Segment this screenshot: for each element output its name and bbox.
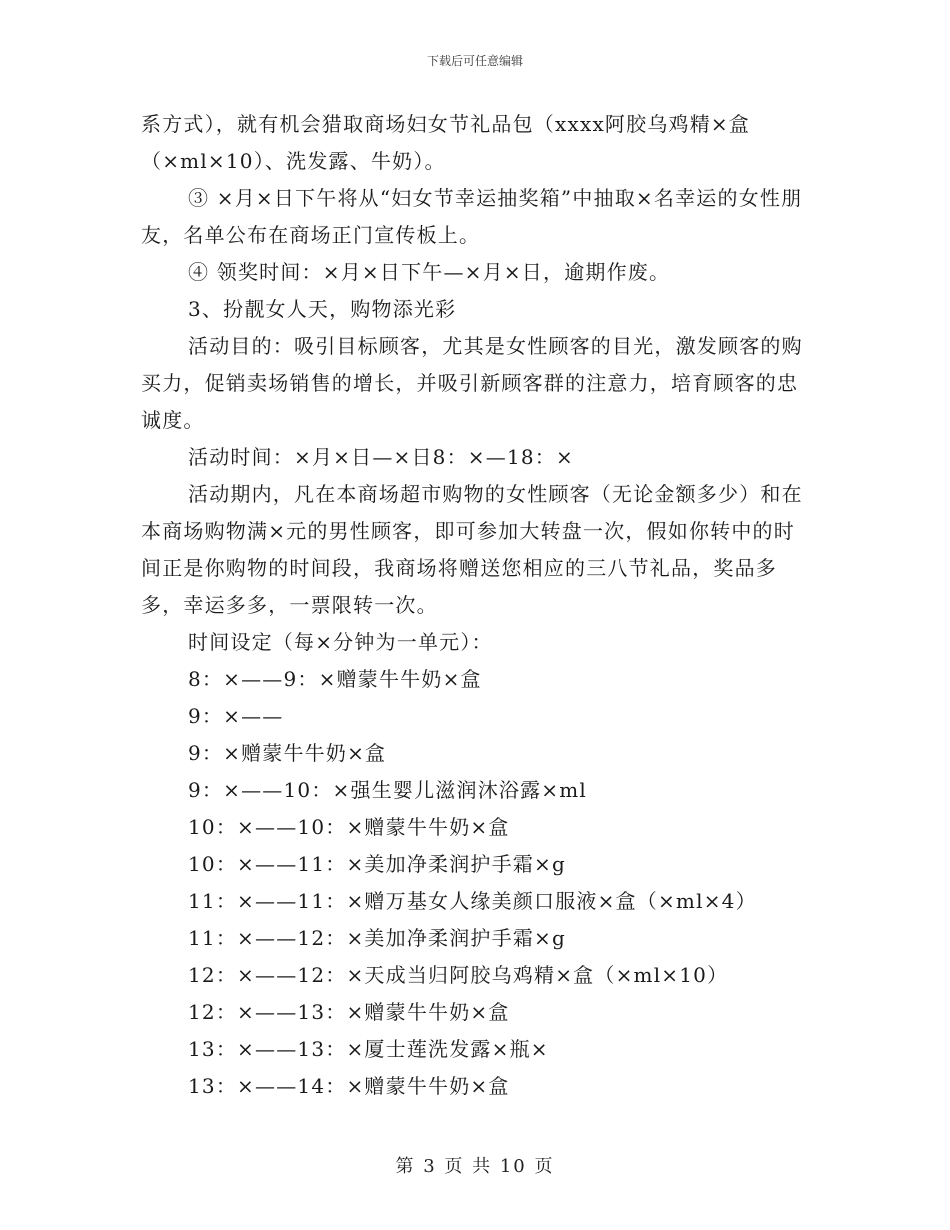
paragraph-2: ④ 领奖时间：×月×日下午—×月×日，逾期作废。 (188, 260, 671, 284)
schedule-line: 12：×——13：×赠蒙牛牛奶×盒 (188, 1000, 510, 1024)
paragraph-6: 活动期内，凡在本商场超市购物的女性顾客（无论金额多少）和在本商场购物满×元的男性顾客，即可参加大转盘一次，假如你转中的时间正是你购物的时间段，我商场将赠送您相应的三八节礼品，奖品多多，幸运多多，一票限转一次。 (141, 482, 803, 617)
schedule-line: 13：×——14：×赠蒙牛牛奶×盒 (188, 1074, 510, 1098)
paragraph-4: 活动目的：吸引目标顾客，尤其是女性顾客的目光，激发顾客的购买力，促销卖场销售的增长，并吸引新顾客群的注意力，培育顾客的忠诚度。 (141, 334, 803, 432)
schedule-line: 10：×——10：×赠蒙牛牛奶×盒 (188, 815, 510, 839)
paragraph-0: 系方式），就有机会猎取商场妇女节礼品包（xxxx阿胶乌鸡精×盒（×ml×10）、洗发露、牛奶）。 (141, 112, 751, 173)
schedule-line: 10：×——11：×美加净柔润护手霜×g (188, 852, 566, 876)
schedule-line: 9：×——10：×强生婴儿滋润沐浴露×ml (188, 778, 588, 802)
paragraph-5: 活动时间：×月×日—×日8：×—18：× (188, 445, 574, 469)
schedule-line: 12：×——12：×天成当归阿胶乌鸡精×盒（×ml×10） (188, 963, 729, 987)
section-heading: 3、扮靓女人天，购物添光彩 (188, 297, 457, 321)
paragraph-1: ③ ×月×日下午将从“妇女节幸运抽奖箱”中抽取×名幸运的女性朋友，名单公布在商场正门宣传板上。 (141, 186, 803, 247)
paragraph-7: 时间设定（每×分钟为一单元）： (188, 630, 493, 654)
schedule-line: 11：×——12：×美加净柔润护手霜×g (188, 926, 566, 950)
schedule-line: 9：×—— (188, 704, 284, 728)
document-body (141, 106, 809, 1105)
schedule-line: 8：×——9：×赠蒙牛牛奶×盒 (188, 667, 482, 691)
page-number-footer: 第 3 页 共 10 页 (395, 1156, 555, 1177)
schedule-line: 13：×——13：×厦士莲洗发露×瓶× (188, 1037, 549, 1061)
page-header: 下载后可任意编辑 (426, 54, 523, 68)
schedule-line: 11：×——11：×赠万基女人缘美颜口服液×盒（×ml×4） (188, 889, 757, 913)
schedule-line: 9：×赠蒙牛牛奶×盒 (188, 741, 387, 765)
